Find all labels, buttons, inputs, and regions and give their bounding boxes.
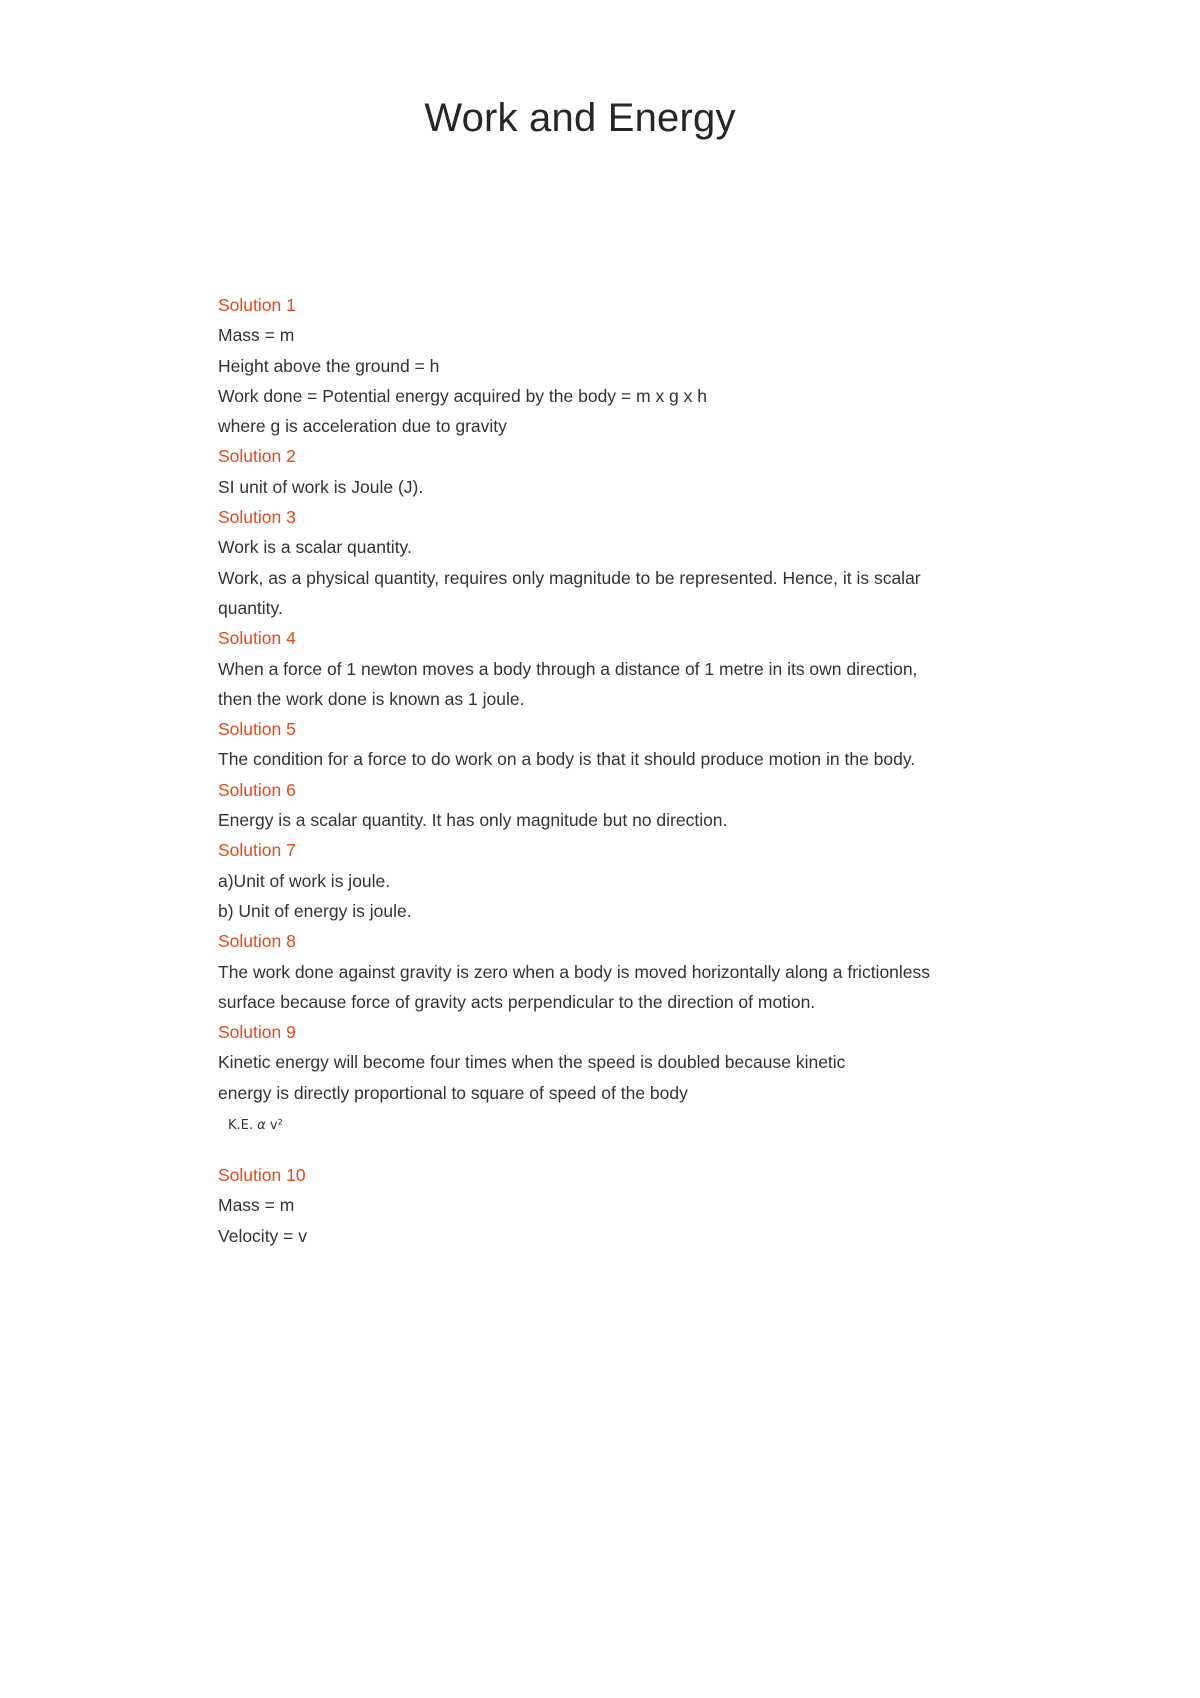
- solution-text-line: energy is directly proportional to square of speed of the body: [218, 1082, 688, 1103]
- solution-text-line: surface because force of gravity acts perpendicular to the direction of motion.: [218, 991, 816, 1012]
- formula-lhs: K.E.: [228, 1118, 254, 1134]
- solution-text-line: Height above the ground = h: [218, 355, 440, 376]
- solution-heading: Solution 1: [218, 295, 296, 315]
- solution-text-line: SI unit of work is Joule (J).: [218, 476, 424, 497]
- solution-text-line: a)Unit of work is joule.: [218, 870, 391, 891]
- solution-9: [218, 1017, 978, 1138]
- solution-text-line: The condition for a force to do work on a body is that it should produce motion in the body.: [218, 749, 916, 770]
- solution-heading: Solution 6: [218, 779, 296, 800]
- solution-heading: Solution 5: [218, 719, 296, 740]
- solution-text-line: Energy is a scalar quantity. It has only magnitude but no direction.: [218, 810, 728, 831]
- proportional-symbol: α: [257, 1118, 266, 1134]
- solution-text-line: quantity.: [218, 597, 283, 618]
- solution-2: [218, 441, 978, 502]
- solution-text-line: Mass = m: [218, 325, 295, 346]
- solution-1: [218, 290, 978, 441]
- solution-8: [218, 926, 978, 1017]
- solution-text-line: Work done = Potential energy acquired by the body = m x g x h: [218, 385, 707, 406]
- kinetic-energy-formula: [218, 1114, 978, 1138]
- solution-text-line: Work, as a physical quantity, requires only magnitude to be represented. Hence, it is scalar: [218, 567, 921, 588]
- solutions-content: [218, 290, 978, 1251]
- solution-heading: Solution 8: [218, 931, 296, 952]
- solution-heading: Solution 3: [218, 507, 296, 528]
- formula-rhs: v²: [269, 1118, 283, 1134]
- solution-6: [218, 775, 978, 836]
- solution-5: [218, 714, 978, 775]
- page-title: Work and Energy: [424, 96, 736, 140]
- solution-text-line: Work is a scalar quantity.: [218, 537, 412, 558]
- solution-text-line: then the work done is known as 1 joule.: [218, 688, 525, 709]
- solution-text-line: Mass = m: [218, 1195, 295, 1216]
- solution-text-line: b) Unit of energy is joule.: [218, 900, 412, 921]
- solution-heading: Solution 2: [218, 446, 296, 467]
- solution-text-line: When a force of 1 newton moves a body through a distance of 1 metre in its own direction,: [218, 658, 918, 679]
- solution-4: [218, 623, 978, 714]
- solution-10: [218, 1160, 978, 1251]
- solution-heading: Solution 10: [218, 1165, 306, 1186]
- solution-text-line: Kinetic energy will become four times when the speed is doubled because kinetic: [218, 1052, 846, 1073]
- solution-heading: Solution 4: [218, 628, 296, 649]
- solution-3: [218, 502, 978, 623]
- solution-heading: Solution 9: [218, 1022, 296, 1043]
- solution-text-line: Velocity = v: [218, 1225, 308, 1246]
- solution-text-line: where g is acceleration due to gravity: [218, 416, 507, 437]
- solution-7: [218, 835, 978, 926]
- solution-text-line: The work done against gravity is zero when a body is moved horizontally along a frictionless: [218, 961, 931, 982]
- solution-heading: Solution 7: [218, 840, 296, 861]
